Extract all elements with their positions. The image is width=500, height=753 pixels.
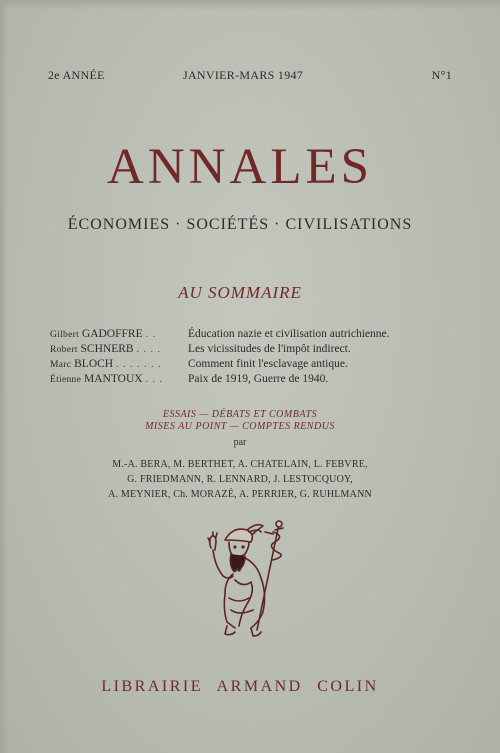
contributor-line: A. MEYNIER, Ch. MORAZÉ, A. PERRIER, G. RUHLMANN — [108, 489, 372, 500]
section-line-1: ESSAIS — DÉBATS ET COMBATS — [162, 409, 318, 420]
mercury-figure-icon — [195, 518, 295, 640]
author-first-name: Marc — [50, 360, 72, 370]
article-author — [50, 328, 156, 340]
publisher-word: LIBRAIRIE — [101, 678, 203, 695]
by-label: par — [233, 437, 247, 448]
publisher-name — [0, 678, 480, 696]
article-title: Paix de 1919, Guerre de 1940. — [188, 373, 329, 385]
issue-date: JANVIER-MARS 1947 — [183, 68, 304, 82]
section-line-2: MISES AU POINT — COMPTES RENDUS — [145, 421, 335, 432]
journal-title: ANNALES — [107, 139, 373, 195]
article-title: Les vicissitudes de l'impôt indirect. — [188, 343, 351, 355]
author-last-name: MANTOUX — [84, 373, 143, 385]
publisher-word: ARMAND — [216, 678, 303, 695]
issue-number: N°1 — [431, 68, 452, 82]
article-author — [50, 373, 163, 385]
table-of-contents — [50, 328, 450, 388]
contents-row — [50, 373, 450, 388]
contents-heading: AU SOMMAIRE — [178, 283, 302, 302]
contents-row — [50, 328, 450, 343]
author-last-name: GADOFFRE — [81, 328, 143, 340]
contributor-line: G. FRIEDMANN, R. LENNARD, J. LESTOCQUOY, — [127, 474, 353, 485]
leader-dots: . . . . — [136, 344, 161, 355]
section-list — [0, 409, 480, 433]
author-first-name: Étienne — [50, 375, 82, 385]
contents-row — [50, 358, 450, 373]
author-first-name: Gilbert — [50, 330, 80, 340]
author-last-name: BLOCH — [74, 358, 114, 370]
paper-edge-left — [0, 0, 8, 753]
contributor-line: M.-A. BERA, M. BERTHET, A. CHATELAIN, L. FEBVRE, — [112, 459, 368, 470]
article-title: Comment finit l'esclavage antique. — [188, 358, 348, 370]
author-last-name: SCHNERB — [80, 343, 134, 355]
leader-dots: . . . . . . . — [115, 359, 162, 370]
leader-dots: . . — [145, 329, 156, 340]
publisher-word: COLIN — [317, 678, 379, 695]
article-author — [50, 358, 161, 370]
issue-year: 2e ANNÉE — [48, 68, 105, 82]
author-first-name: Robert — [50, 345, 78, 355]
paper-edge-top — [0, 0, 500, 10]
leader-dots: . . . — [145, 374, 163, 385]
contents-row — [50, 343, 450, 358]
article-title: Éducation nazie et civilisation autrichienne. — [188, 328, 390, 340]
journal-subtitle: ÉCONOMIES · SOCIÉTÉS · CIVILISATIONS — [67, 216, 413, 233]
article-author — [50, 343, 161, 355]
contributor-list — [0, 457, 480, 502]
